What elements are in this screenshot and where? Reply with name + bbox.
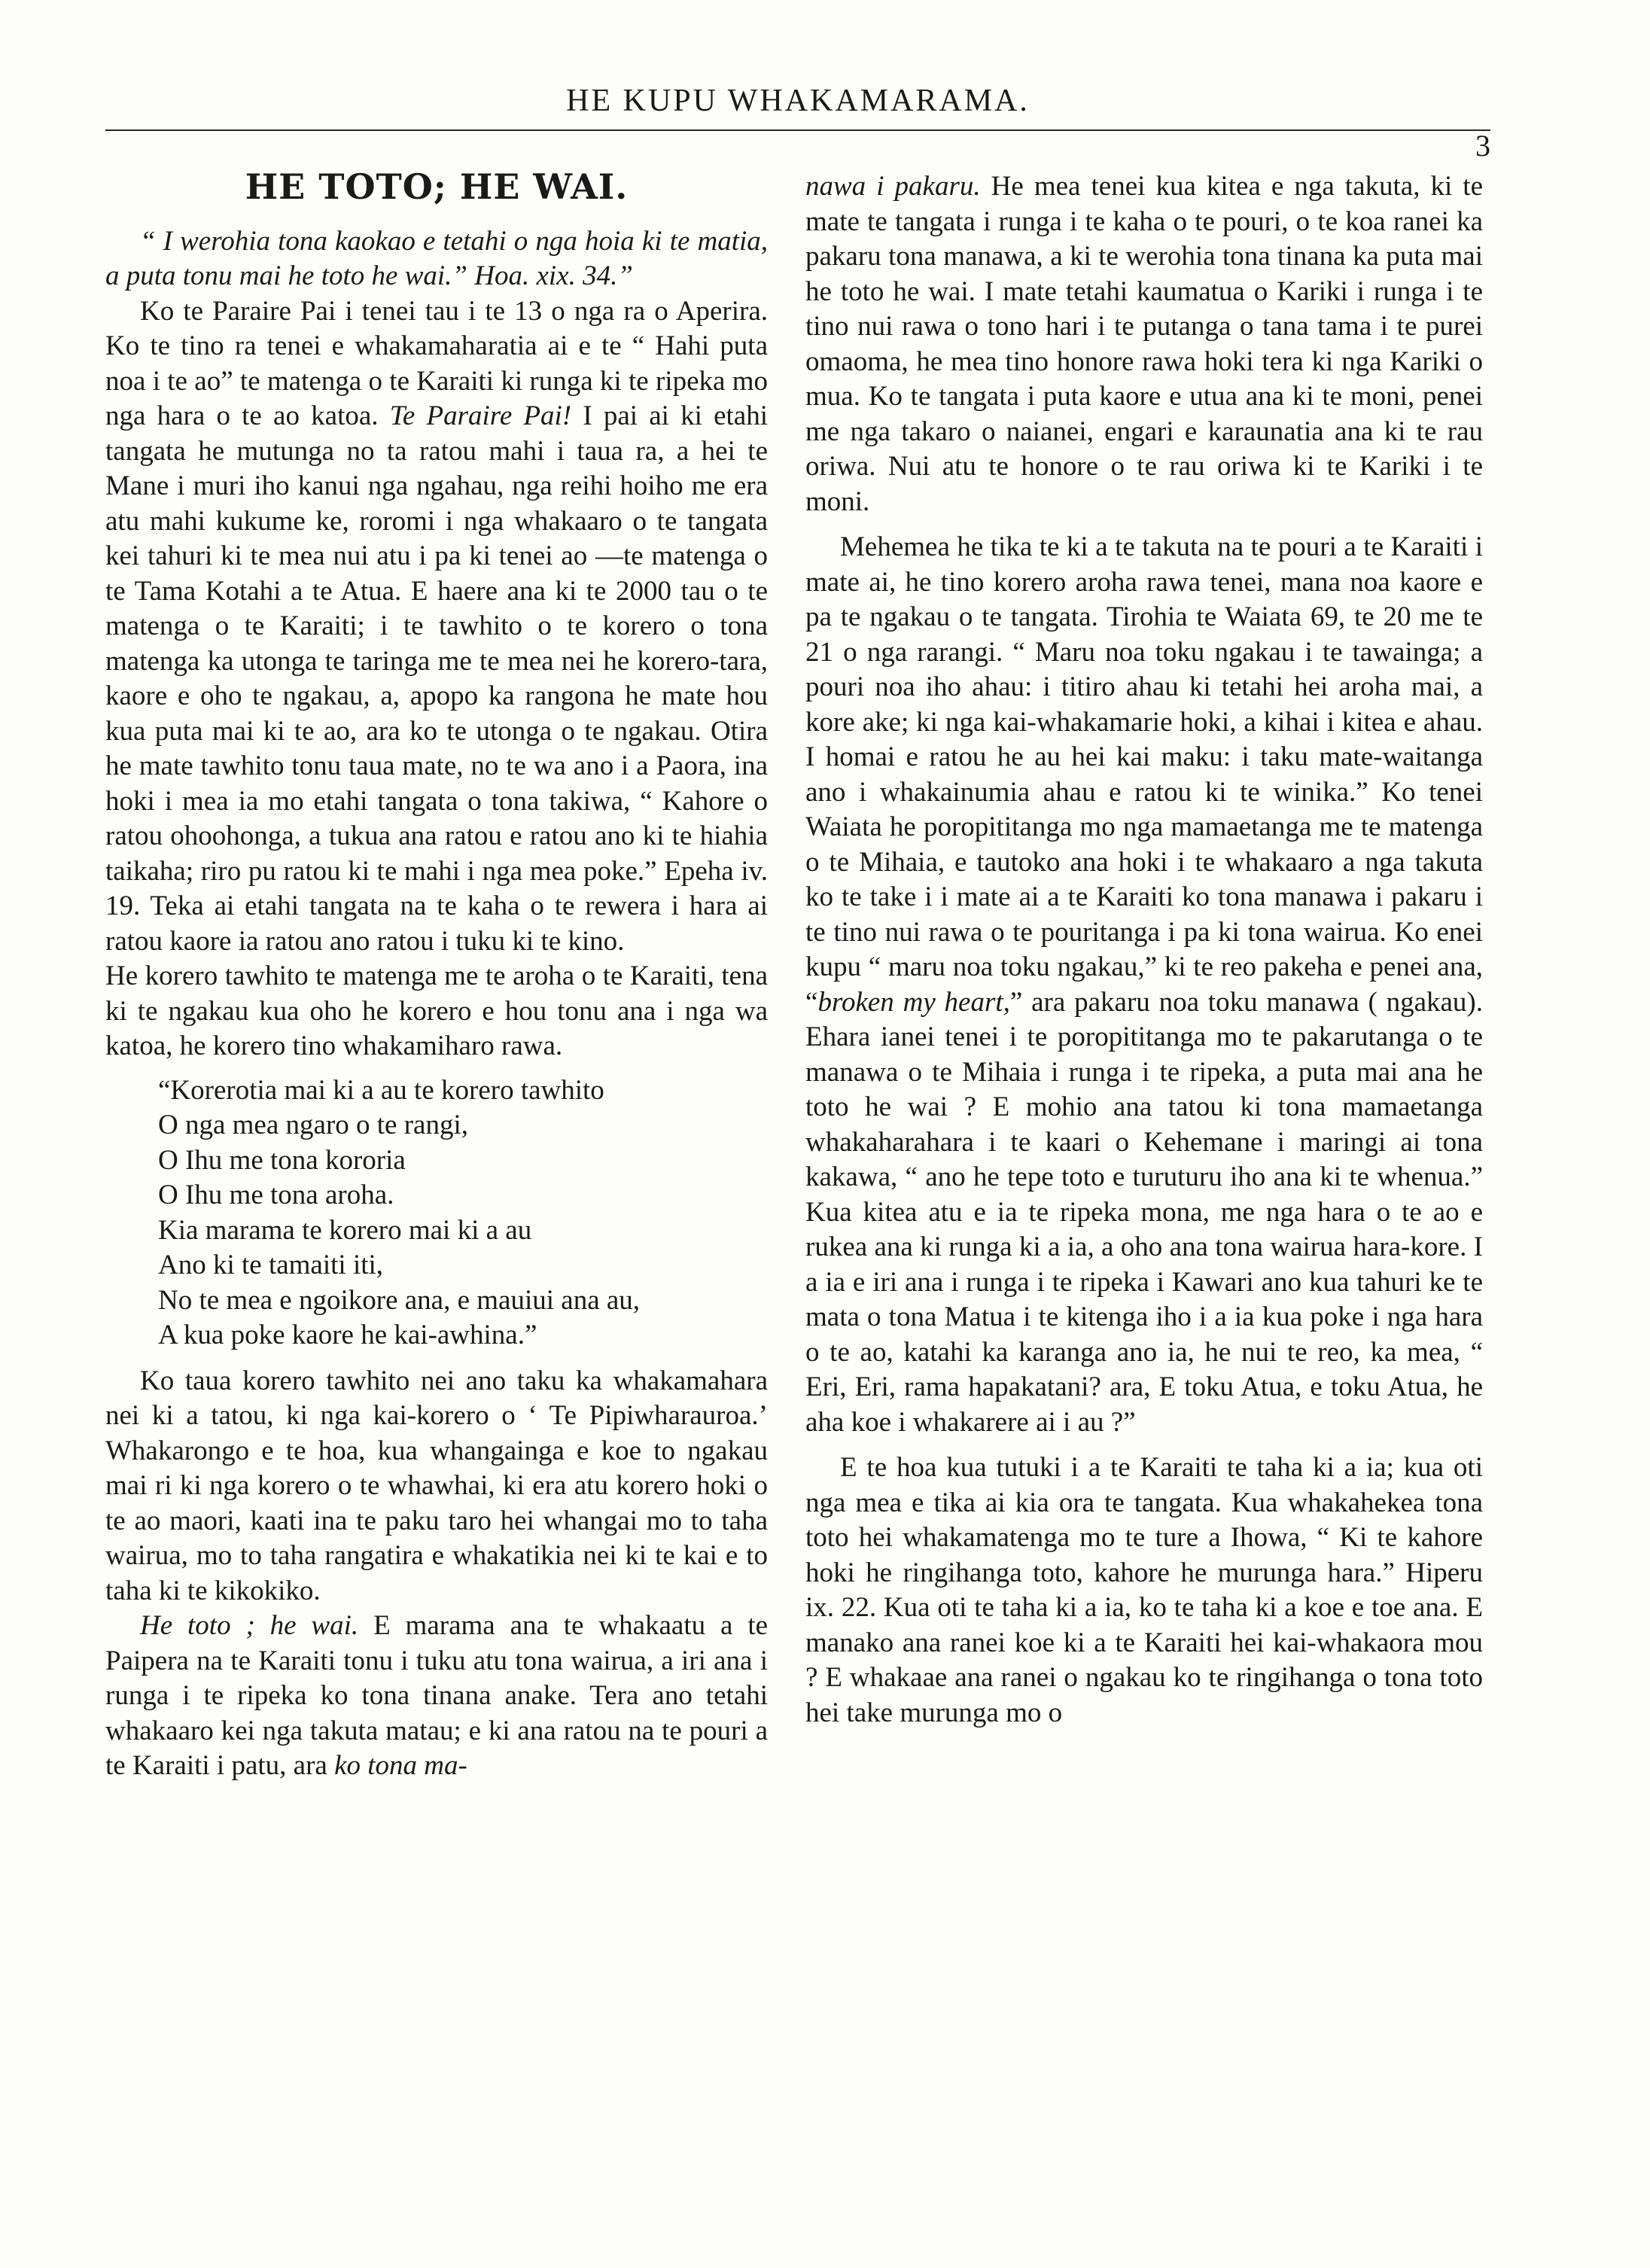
paragraph-emphasis: He toto ; he wai. <box>140 1610 359 1641</box>
paragraph-text: E te hoa kua tutuki i a te Karaiti te taha ki a ia; kua oti nga mea e tika ai kia ora te tangata. Kua whakahekea tona toto hei whakamatenga mo te ture a Ihowa, “ Ki te kahore hoki he ringihanga toto, kahore he murunga hara.” Hiperu ix. 22. Kua oti te taha ki a ia, ko te taha ki a koe e toe ana. E manako ana ranei koe ki a te Karaiti hei kai-whakaora mou ? E whakaae ana ranei o ngakau ko te ringihanga o tona toto hei take murunga mo o <box>805 1452 1483 1728</box>
page-number: 3 <box>1475 129 1490 163</box>
article-title: HE TOTO; HE WAI. <box>245 166 629 207</box>
poem-line: Ano ki te tamaiti iti, <box>158 1250 384 1280</box>
paragraph-text: E marama ana te whakaatu a te Paipera na te Karaiti tonu i tuku atu tona wairua, a iri ana i runga i te ripeka ko tona tinana anake. Tera ano tetahi whakaaro kei nga takuta matau; e ki ana ratou na te pouri a te Karaiti i patu, ara <box>105 1610 769 1781</box>
poem-line: No te mea e ngoikore ana, e mauiui ana au, <box>158 1284 641 1316</box>
poem-line: O Ihu me tona kororia <box>158 1144 406 1176</box>
paragraph <box>105 1609 768 1784</box>
paragraph-text: He mea tenei kua kitea e nga takuta, ki te mate te tangata i runga i te kaha o te pouri, o te koa ranei ka pakaru tona manawa, a ki te werohia tona tinana ka puta mai he toto he wai. I mate tetahi kaumatua o Kariki i runga i te tino nui rawa o tono hari i te putanga o tana tama i te purei omaoma, he mea tino honore rawa hoki tera ki nga Kariki o mua. Ko te tangata i puta kaore e utua ana ki te moni, penei me nga takaro o naianei, engari e karaunatia ana ki te rau oriwa. Nui atu te honore o te rau oriwa ki te Kariki i te moni. <box>805 171 1484 517</box>
poem-line: O nga mea ngaro o te rangi, <box>158 1110 468 1140</box>
paragraph <box>805 1451 1483 1731</box>
running-head: HE KUPU WHAKAMARAMA. <box>566 84 1030 118</box>
paragraph-text: ” ara pakaru noa toku manawa ( ngakau). Ehara ianei tenei i te poropititanga mo te pakarutanga o te manawa o te Mihaia i runga i te ripeka, a puta mai ana he toto he wai ? E mohio ana tatou ki tona mamaetanga whakaharahara i te kaari o Kehemane i maringi ai tona kakawa, “ ano he tepe toto e turuturu iho ana ki te whenua.” Kua kitea atu e ia te ripeka mona, me nga hara o te ao e rukea ana ki runga ki a ia, a oho ana tona wairua hara-kore. I a ia e iri ana i runga i te ripeka i Kawari ano kua tahuri ke te mata o tona Matua i te kitenga iho i a ia kua poke i nga hara o te ao, katahi ka karanga ano ia, he nui te reo, ka mea, “ Eri, Eri, rama hapakatani? ara, E toku Atua, e toku Atua, he aha koe i whakarere ai i au ?” <box>805 986 1483 1438</box>
paragraph-text: He korero tawhito te matenga me te aroha o te Karaiti, tena ki te ngakau kua oho he korero e hou tonu ana i nga wa katoa, he korero tino whakamiharo rawa. <box>105 960 768 1061</box>
paragraph <box>805 530 1483 1440</box>
paragraph <box>105 959 768 1064</box>
right-column <box>805 169 1483 1731</box>
poem-line: A kua poke kaore he kai-awhina.” <box>158 1320 537 1350</box>
poem-line: Kia marama te korero mai ki a au <box>158 1214 532 1246</box>
poem <box>158 1073 768 1353</box>
header-rule <box>105 129 1490 131</box>
epigraph-reference: Hoa. xix. 34.” <box>474 260 633 291</box>
paragraph-emphasis: broken my heart, <box>817 986 1010 1018</box>
paragraph-text: Mehemea he tika te ki a te takuta na te pouri a te Karaiti i mate ai, he tino korero aroha rawa tenei, mana noa kaore e pa te ngakau o te tangata. Tirohia te Waiata 69, te 20 me te 21 o nga rarangi. “ Maru noa toku ngakau i te tawainga; a pouri noa iho ahau: i titiro ahau ki tetahi hei aroha mai, a kore ake; ki nga kai-whakamarie hoki, a kihai i kitea e ahau. I homai e ratou he au hei kai maku: i taku mate-waitanga ano i whakainumia ahau e ratou ki te winika.” Ko tenei Waiata he poropititanga mo nga mamaetanga me te matenga o te Mihaia, e tautoko ana hoki i te whakaaro a nga takuta ko te take i i mate ai a te Karaiti ko tona manawa i pakaru i te tino nui rawa o te pouritanga i pa ki tona wairua. Ko enei kupu “ maru noa toku ngakau,” ki te reo pakeha e penei ana, “ <box>805 531 1483 1018</box>
epigraph <box>105 224 768 294</box>
paragraph <box>805 169 1483 519</box>
paragraph-text: I pai ai ki etahi tangata he mutunga no ta ratou mahi i taua ra, a hei te Mane i muri iho kanui nga ngahau, nga reihi hoiho me era atu mahi kukume ke, roromi i nga whakaaro o te tangata kei tahuri ki te mea nui atu i pa ki tenei ao —te matenga o te Tama Kotahi a te Atua. E haere ana ki te 2000 tau o te matenga o te Karaiti; i te tawhito o te korero o tona matenga ka utonga te taringa me te mea nei he korero-tara, kaore e oho te ngakau, a, apopo ka rangona he mate hou kua puta mai ki te ao, ara ko te utonga o te ngakau. Otira he mate tawhito tonu taua mate, no te wa ano i a Paora, ina hoki i mea ia mo etahi tangata o tona takiwa, “ Kahore o ratou ohoohonga, a tukua ana ratou e ratou ano ki te hiahia taikaha; riro pu ratou ki te mahi i nga mea poke.” Epeha iv. 19. Teka ai etahi tangata na te kaha o te rewera i hara ai ratou kaore ia ratou ano ratou i tuku ki te kino. <box>105 400 768 957</box>
paragraph-text: Ko te Paraire Pai i tenei tau i te 13 o nga ra o Aperira. Ko te tino ra tenei e whakamaharatia ai e te “ Hahi puta noa i te ao” te matenga o te Karaiti ki runga ki te ripeka mo nga hara o te ao katoa. <box>105 295 768 431</box>
poem-line: “Korerotia mai ki a au te korero tawhito <box>158 1074 604 1106</box>
poem-line: O Ihu me tona aroha. <box>158 1180 394 1210</box>
left-column <box>105 166 769 1784</box>
paragraph-emphasis: nawa i pakaru. <box>805 171 981 202</box>
epigraph-text: “ I werohia tona kaokao e tetahi o nga hoia ki te matia, a puta tonu mai he toto he wai.” <box>105 225 768 291</box>
paragraph-text: Ko taua korero tawhito nei ano taku ka whakamahara nei ki a tatou, ki nga kai-korero o ‘ Te Pipiwharauroa.’ Whakarongo e te hoa, kua whangainga e koe to ngakau mai ri ki nga korero o te whawhai, ki era atu korero hoki o te ao maori, kaati ina te paku taro hei whangai mo to taha wairua, mo to taha rangatira e whakatikia nei ki te kai e to taha ki te kikokiko. <box>105 1365 768 1606</box>
paragraph-emphasis: Te Paraire Pai! <box>389 400 572 431</box>
paragraph-emphasis: ko tona ma- <box>334 1750 467 1781</box>
paragraph <box>105 294 768 960</box>
paragraph <box>105 1364 768 1609</box>
page-header <box>105 83 1490 163</box>
